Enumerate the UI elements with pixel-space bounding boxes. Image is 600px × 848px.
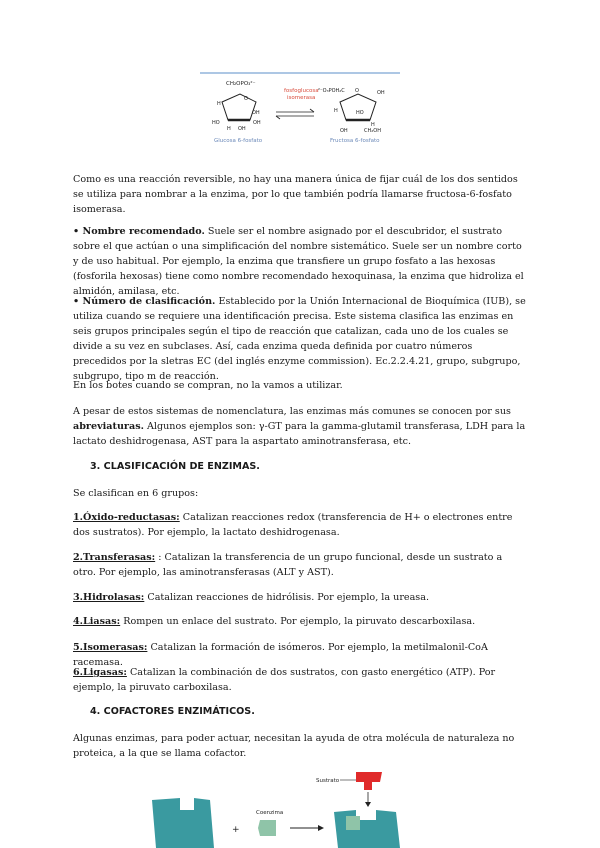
svg-text:H: H <box>217 101 221 107</box>
svg-text:H: H <box>227 126 231 132</box>
enzyme-label-1: fosfoglucosa <box>284 88 319 94</box>
paragraph-botes: En los botes cuando se compran, no la vamos a utilizar. <box>73 380 343 391</box>
enzyme-label-2: isomerasa <box>287 95 316 101</box>
glucose-caption: Glucosa 6-fosfato <box>214 138 263 144</box>
group-title: 3.Hidrolasas: <box>73 592 145 603</box>
holoenzyme-shape <box>334 810 400 848</box>
fructose-caption: Fructosa 6-fosfato <box>330 138 380 144</box>
svg-text:CH₂OH: CH₂OH <box>364 128 381 134</box>
group-hidrolasas: 3.Hidrolasas: Catalizan reacciones de hidrólisis. Por ejemplo, la ureasa. <box>73 592 429 603</box>
cofactor-paragraph: Algunas enzimas, para poder actuar, necesitan la ayuda de otra molécula de naturaleza no proteica, a la que se llama cofactor. <box>73 733 515 759</box>
svg-text:OH: OH <box>238 126 246 132</box>
svg-text:H: H <box>371 122 375 128</box>
group-liasas: 4.Liasas: Rompen un enlace del sustrato. Por ejemplo, la piruvato descarboxilasa. <box>73 616 476 627</box>
svg-text:OH: OH <box>252 110 260 116</box>
paragraph-abreviaturas: A pesar de estos sistemas de nomenclatura, las enzimas más comunes se conocen por sus abreviaturas. Algunos ejemplos son: γ-GT para la gamma-glutamil transferasa, LDH para la lactato deshidrogenasa, AST para la aspartato aminotransferasa, etc. <box>73 406 526 447</box>
group-ligasas: 6.Ligasas: Catalizan la combinación de dos sustratos, con gasto energético (ATP). Por ejemplo, la piruvato carboxilasa. <box>73 667 496 693</box>
group-title: 6.Ligasas: <box>73 667 127 678</box>
svg-text:HO: HO <box>356 110 364 116</box>
group-title: 5.Isomerasas: <box>73 642 148 653</box>
glucose-fructose-reaction-figure <box>200 72 400 184</box>
plus-sign: + <box>232 825 240 835</box>
svg-text:HO: HO <box>212 120 220 126</box>
substrate-label: Sustrato <box>316 778 340 784</box>
group-transferasas: 2.Transferasas: : Catalizan la transferencia de un grupo funcional, desde un sustrato a otro. Por ejemplo, las aminotransferasas (ALT y AST). <box>73 552 503 578</box>
term-nombre-recomendado: • Nombre recomendado. <box>73 226 205 237</box>
paragraph-numero-clasificacion: • Número de clasificación. Establecido por la Unión Internacional de Bioquímica (IUB), se utiliza cuando se requiere una identificación precisa. Este sistema clasifica las enzimas en seis grupos principales según el tipo de reacción que catalizan, cada uno de los cuales se divide a su vez en subclases. Así, cada enzima queda definida por cuatro números precedidos por la sletras EC (del inglés enzyme commission). Ec.2.2.4.21, grupo, subgrupo, subgrupo, tipo m de reacción. <box>73 296 526 382</box>
group-title: 4.Liasas: <box>73 616 121 627</box>
cofactor-figure <box>150 770 410 848</box>
term-abreviaturas: abreviaturas. <box>73 421 144 432</box>
substrate-shape <box>356 772 382 790</box>
heading-clasificacion-enzimas: 3. CLASIFICACIÓN DE ENZIMAS. <box>90 461 260 472</box>
svg-text:OH: OH <box>377 90 385 96</box>
group-title: 2.Transferasas: <box>73 552 156 563</box>
fructose-ring <box>340 94 376 120</box>
glucose-top-label: CH₂OPO₃²⁻ <box>226 81 256 87</box>
bound-coenzyme-shape <box>346 816 360 830</box>
svg-text:O: O <box>355 88 359 94</box>
paragraph-reversible: Como es una reacción reversible, no hay una manera única de fijar cuál de los dos sentidos se utiliza para nombrar a la enzima, por lo que también podría llamarse fructosa-6-fosfato isomerasa. <box>73 174 518 215</box>
svg-text:O: O <box>244 96 248 102</box>
svg-text:OH: OH <box>340 128 348 134</box>
term-numero-clasificacion: • Número de clasificación. <box>73 296 216 307</box>
glucose-ring <box>222 94 256 120</box>
apoenzyme-shape <box>152 798 214 848</box>
group-title: 1.Óxido-reductasas: <box>73 512 180 523</box>
coenzyme-label: Coenzima <box>256 810 284 816</box>
fructose-top-label: ²⁻O₃POH₂C <box>318 88 345 94</box>
heading-cofactores: 4. COFACTORES ENZIMÁTICOS. <box>90 706 255 717</box>
classify-intro: Se clasifican en 6 grupos: <box>73 488 199 499</box>
svg-text:H: H <box>334 108 338 114</box>
group-oxidoreductasas: 1.Óxido-reductasas: Catalizan reacciones redox (transferencia de H+ o electrones entre dos sustratos). Por ejemplo, la lactato deshidrogenasa. <box>73 512 513 538</box>
coenzyme-shape <box>258 820 276 836</box>
group-isomerasas: 5.Isomerasas: Catalizan la formación de isómeros. Por ejemplo, la metilmalonil-CoA racemasa. <box>73 642 488 668</box>
paragraph-nombre-recomendado: • Nombre recomendado. Suele ser el nombre asignado por el descubridor, el sustrato sobre el que actúan o una simplificación del nombre sistemático. Suele ser un nombre corto y de uso habitual. Por ejemplo, la enzima que transfiere un grupo fosfato a las hexosas (fosforila hexosas) tiene como nombre recomendado hexoquinasa, la enzima que hidroliza el almidón, amilasa, etc. <box>73 226 524 297</box>
svg-text:OH: OH <box>253 120 261 126</box>
